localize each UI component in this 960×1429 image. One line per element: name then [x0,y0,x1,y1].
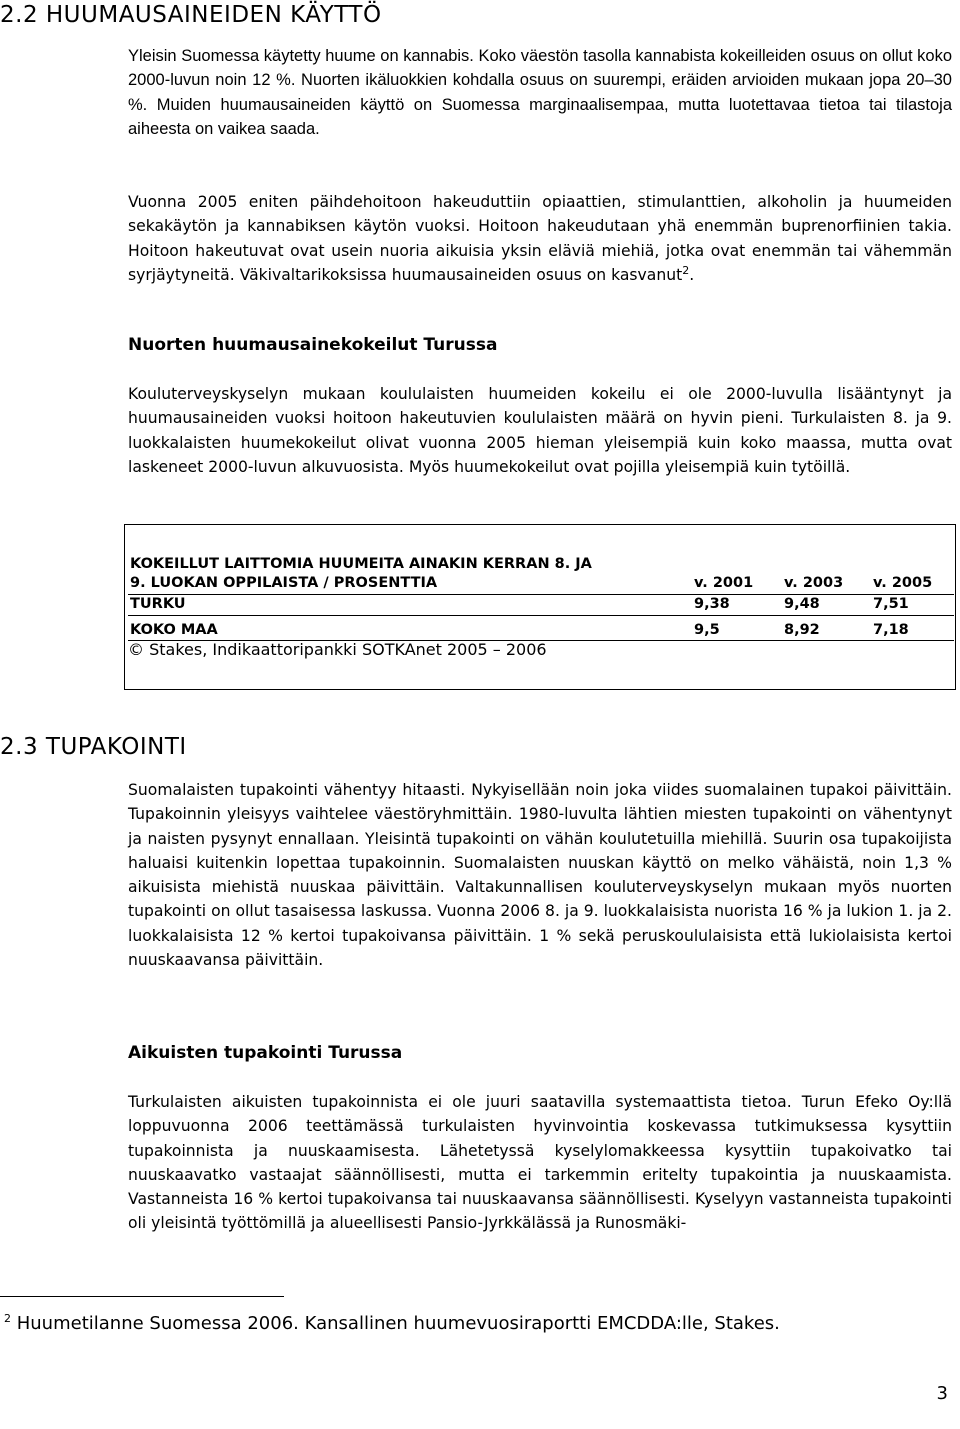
table-rule [128,594,954,595]
table-title-line2: 9. LUOKAN OPPILAISTA / PROSENTTIA [130,575,438,591]
footnote-text: Huumetilanne Suomessa 2006. Kansallinen huumevuosiraportti EMCDDA:lle, Stakes. [16,1313,780,1334]
footnote-rule [0,1296,284,1297]
subheading-youth-drugs: Nuorten huumausainekokeilut Turussa [128,335,498,355]
table-source [128,640,547,659]
paragraph-cannabis: Yleisin Suomessa käytetty huume on kannabis. Koko väestön tasolla kannabista kokeilleiden osuus on ollut koko 2000-luvun noin 12 %. Nuorten ikäluokkien kohdalla osuus on suurempi, eräiden arvioiden mukaan jopa 20–30 %. Muiden huumausaineiden käyttö on Suomessa marginaalisempaa, mutta luotettavaa tietoa tai tilastoja aiheesta on vaikea saada. [128,47,952,138]
paragraph-school-survey: Kouluterveyskyselyn mukaan koululaisten huumeiden kokeilu ei ole 2000-luvulla lisääntynyt ja huumausaineiden vuoksi hoitoon hakeutuvien koululaisten määrä on hyvin pieni. Turkulaisten 8. ja 9. luokkalaisten huumekokeilut olivat vuonna 2005 hieman yleisempiä kuin koko maassa, mutta ovat laskeneet 2000-luvun alkuvuosista. Myös huumekokeilut ovat pojilla yleisempiä kuin tytöillä. [128,385,952,476]
paragraph-treatment-text: Vuonna 2005 eniten päihdehoitoon hakeuduttiin opiaattien, stimulanttien, alkoholin ja huumeiden sekakäytön ja kannabiksen käytön vuoksi. Hoitoon hakeudutaan yhä enemmän buprenorfiinien takia. Hoitoon hakeutuvat ovat usein nuoria aikuisia yksin eläviä miehiä, jotka ovat enemmän tai vähemmän syrjäytyneitä. Väkivaltarikoksissa huumausaineiden osuus on kasvanut [128,193,952,284]
paragraph-smoking: Suomalaisten tupakointi vähentyy hitaasti. Nykyisellään noin joka viides suomalainen tupakoi päivittäin. Tupakoinnin yleisyys vaihtelee väestöryhmittäin. 1980-luvulta lähtien miesten tupakointi on vähentynyt ja naisten pysynyt ennallaan. Yleisintä tupakointi on vähän koulutetuilla miehillä. Suurin osa tupakoijista haluaisi kuitenkin lopettaa tupakoinnin. Suomalaisten nuuskan käyttö on melko vähäistä, noin 1,3 % aikuisista miehistä nuuskaa päivittäin. Valtakunnallisen kouluterveyskyselyn mukaan myös nuorten tupakointi on ollut tasaisessa laskussa. Vuonna 2006 8. ja 9. luokkalaisista nuorista 16 % ja lukion 1. ja 2. luokkalaisista 12 % kertoi tupakoivansa päivittäin. 1 % sekä peruskoululaisista että lukiolaisista kertoi nuuskaavansa päivittäin. [128,781,952,970]
paragraph-adult-smoking: Turkulaisten aikuisten tupakoinnista ei ole juuri saatavilla systemaattista tietoa. Turun Efeko Oy:llä loppuvuonna 2006 teettämässä turkulaisten hyvinvointia koskevassa tutkimuksessa kysyttiin tupakoinnista ja nuuskaamisesta. Lähetetyssä kyselylomakkeessa kysyttiin tupakoivatko tai nuuskaavatko vastaajat säännöllisesti, mutta ei tarkemmin eritelty tupakointia ja nuuskaamista. Vastanneista 16 % kertoi tupakoivansa tai nuuskaavansa säännöllisesti. Kyselyyn vastanneista tupakointi oli yleisintä työttömillä ja alueellisesti Pansio-Jyrkkälässä ja Runosmäki- [128,1093,952,1233]
footnote-number: 2 [4,1312,11,1325]
footnote-ref: 2 [682,263,690,277]
table-title-line1: KOKEILLUT LAITTOMIA HUUMEITA AINAKIN KERRAN 8. JA [130,556,592,572]
paragraph-treatment [128,190,952,287]
table-rule [128,615,954,616]
copyright-icon: © [128,640,144,659]
drug-table [124,524,956,690]
subheading-adult-smoking: Aikuisten tupakointi Turussa [128,1043,403,1063]
page-number: 3 [936,1383,948,1404]
table-row-label: TURKU [130,596,186,612]
table-cell: 7,51 [873,596,909,612]
section-title-2-3: 2.3 TUPAKOINTI [0,734,187,760]
table-col-header: v. 2005 [873,575,933,591]
table-col-header: v. 2003 [784,575,844,591]
table-cell: 8,92 [784,622,820,638]
table-cell: 7,18 [873,622,909,638]
table-cell: 9,5 [694,622,720,638]
table-col-header: v. 2001 [694,575,754,591]
footnote [4,1313,780,1334]
table-cell: 9,38 [694,596,730,612]
table-cell: 9,48 [784,596,820,612]
section-title-2-2: 2.2 HUUMAUSAINEIDEN KÄYTTÖ [0,2,382,28]
table-row-label: KOKO MAA [130,622,218,638]
paragraph-treatment-end: . [689,265,695,284]
table-source-text: Stakes, Indikaattoripankki SOTKAnet 2005 – 2006 [149,640,547,659]
